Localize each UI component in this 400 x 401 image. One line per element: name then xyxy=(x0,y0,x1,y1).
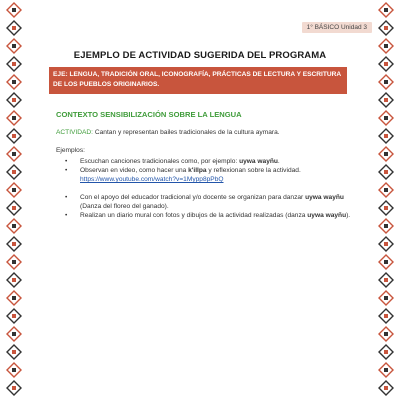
border-motif-icon xyxy=(6,362,22,378)
border-motif-icon xyxy=(6,326,22,342)
list-item: • Con el apoyo del educador tradicional y/o docente se organizan para danzar uywa wayñu (Danza del floreo del ganado). xyxy=(56,193,356,211)
grade-unit-badge: 1° BÁSICO Unidad 3 xyxy=(302,22,372,33)
border-motif-icon xyxy=(6,254,22,270)
border-motif-icon xyxy=(6,308,22,324)
section-title: CONTEXTO SENSIBILIZACIÓN SOBRE LA LENGUA xyxy=(56,110,242,119)
border-motif-icon xyxy=(378,326,394,342)
border-motif-icon xyxy=(378,254,394,270)
video-link[interactable]: https://www.youtube.com/watch?v=1Mypp8pPbQ xyxy=(80,176,224,183)
border-motif-icon xyxy=(6,290,22,306)
border-motif-icon xyxy=(6,2,22,18)
border-motif-icon xyxy=(378,110,394,126)
border-motif-icon xyxy=(378,2,394,18)
border-motif-icon xyxy=(6,92,22,108)
activity-text: Cantan y representan bailes tradicionales de la cultura aymara. xyxy=(94,129,280,136)
border-motif-icon xyxy=(378,272,394,288)
border-motif-icon xyxy=(6,74,22,90)
border-motif-icon xyxy=(6,128,22,144)
activity-line xyxy=(56,129,280,136)
border-motif-icon xyxy=(378,380,394,396)
examples-list xyxy=(56,157,356,220)
border-motif-icon xyxy=(378,290,394,306)
border-motif-icon xyxy=(6,380,22,396)
list-item: • Escuchan canciones tradicionales como, por ejemplo: uywa wayñu. xyxy=(56,157,356,166)
page-title: EJEMPLO DE ACTIVIDAD SUGERIDA DEL PROGRAMA xyxy=(73,50,327,61)
border-motif-icon xyxy=(378,146,394,162)
activity-label: ACTIVIDAD: xyxy=(56,129,94,136)
border-motif-icon xyxy=(6,20,22,36)
border-motif-icon xyxy=(6,344,22,360)
border-motif-icon xyxy=(378,92,394,108)
border-motif-icon xyxy=(378,182,394,198)
border-motif-icon xyxy=(6,182,22,198)
border-motif-icon xyxy=(6,218,22,234)
axis-banner: EJE: LENGUA, TRADICIÓN ORAL, ICONOGRAFÍA, PRÁCTICAS DE LECTURA Y ESCRITURA DE LOS PUEBLOS ORIGINARIOS. xyxy=(49,67,347,94)
list-item: • Observan en video, como hacer una k'illpa y reflexionan sobre la actividad. https://www.youtube.com/watch?v=1Mypp8pPbQ xyxy=(56,166,356,184)
border-motif-icon xyxy=(6,236,22,252)
border-motif-icon xyxy=(378,344,394,360)
border-motif-icon xyxy=(6,200,22,216)
border-motif-icon xyxy=(378,218,394,234)
border-motif-icon xyxy=(378,20,394,36)
border-motif-icon xyxy=(6,272,22,288)
border-motif-icon xyxy=(378,200,394,216)
border-motif-icon xyxy=(378,308,394,324)
list-item: • Realizan un diario mural con fotos y dibujos de la actividad realizadas (danza uywa wayñu). xyxy=(56,211,356,220)
examples-label: Ejemplos: xyxy=(56,147,85,154)
border-motif-icon xyxy=(378,362,394,378)
border-motif-icon xyxy=(378,128,394,144)
border-motif-icon xyxy=(378,164,394,180)
border-motif-icon xyxy=(6,110,22,126)
border-motif-icon xyxy=(6,146,22,162)
border-motif-icon xyxy=(6,164,22,180)
border-motif-icon xyxy=(378,74,394,90)
border-motif-icon xyxy=(378,236,394,252)
